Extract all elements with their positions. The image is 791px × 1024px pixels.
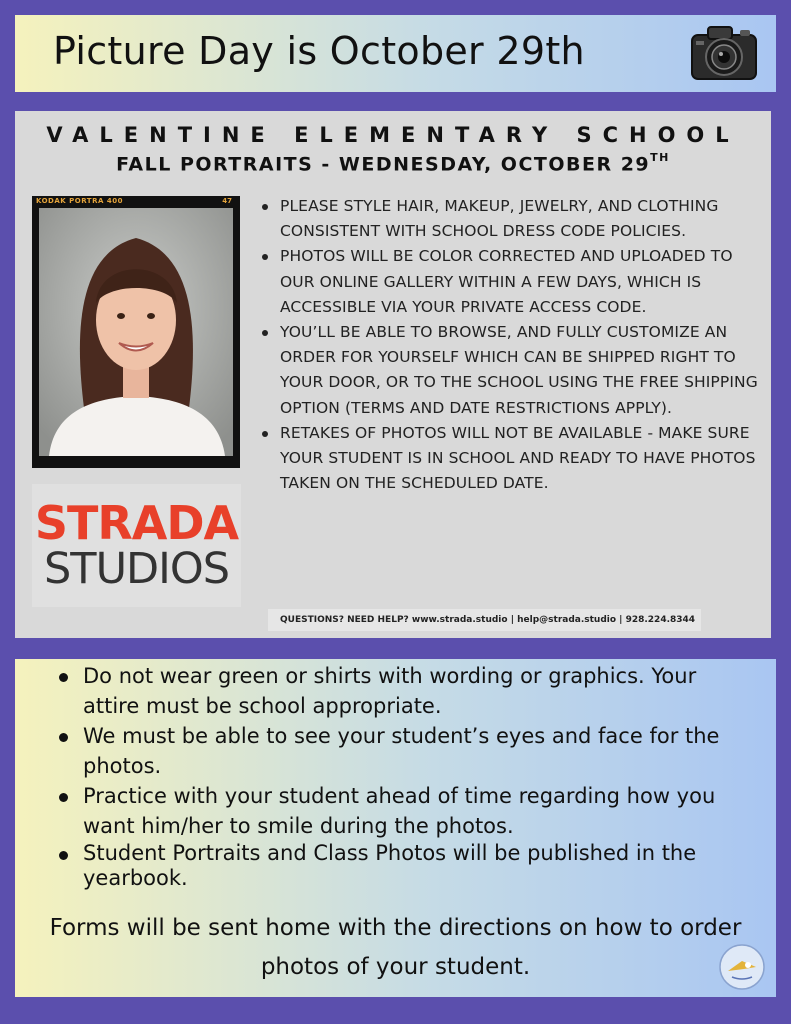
- list-item: PHOTOS WILL BE COLOR CORRECTED AND UPLOADED TO OUR ONLINE GALLERY WITHIN A FEW DAYS, WHICH IS ACCESSIBLE VIA YOUR PRIVATE ACCESS CODE.: [260, 244, 760, 320]
- portrait-image: [39, 208, 233, 456]
- list-item: Practice with your student ahead of time regarding how you want him/her to smile during the photos.: [59, 781, 759, 841]
- forms-note: Forms will be sent home with the directions on how to order photos of your student.: [49, 915, 742, 980]
- list-item: RETAKES OF PHOTOS WILL NOT BE AVAILABLE - MAKE SURE YOUR STUDENT IS IN SCHOOL AND READY TO HAVE PHOTOS TAKEN ON THE SCHEDULED DATE.: [260, 421, 760, 497]
- title-banner: [15, 15, 776, 92]
- details-panel: [15, 111, 771, 638]
- school-name: VALENTINE ELEMENTARY SCHOOL: [46, 123, 740, 147]
- list-item: We must be able to see your student’s eyes and face for the photos.: [59, 721, 759, 781]
- camera-icon: [688, 21, 760, 85]
- list-item: YOU’LL BE ABLE TO BROWSE, AND FULLY CUSTOMIZE AN ORDER FOR YOURSELF WHICH CAN BE SHIPPED RIGHT TO YOUR DOOR, OR TO THE SCHOOL USING THE FREE SHIPPING OPTION (TERMS AND DATE RESTRICTIONS APPLY).: [260, 320, 760, 421]
- event-subtitle: FALL PORTRAITS - WEDNESDAY, OCTOBER 29TH: [116, 151, 670, 176]
- list-item: Student Portraits and Class Photos will be published in the yearbook.: [59, 841, 759, 891]
- list-item: Do not wear green or shirts with wording or graphics. Your attire must be school appropriate.: [59, 661, 759, 721]
- logo-bottom-text: STUDIOS: [44, 544, 229, 594]
- sample-portrait: [32, 196, 240, 468]
- guidelines-list: [59, 661, 759, 891]
- strada-studios-logo: [32, 484, 241, 607]
- school-seal-icon: [718, 943, 766, 991]
- photo-info-list: [260, 194, 760, 496]
- film-label: KODAK PORTRA 400: [36, 197, 123, 205]
- list-item: PLEASE STYLE HAIR, MAKEUP, JEWELRY, AND CLOTHING CONSISTENT WITH SCHOOL DRESS CODE POLICIES.: [260, 194, 760, 244]
- page-title: Picture Day is October 29th: [53, 29, 585, 73]
- film-number: 47: [222, 197, 232, 205]
- logo-top-text: STRADA: [34, 496, 239, 550]
- contact-info: QUESTIONS? NEED HELP? www.strada.studio | help@strada.studio | 928.224.8344: [268, 609, 701, 631]
- guidelines-section: [15, 659, 776, 997]
